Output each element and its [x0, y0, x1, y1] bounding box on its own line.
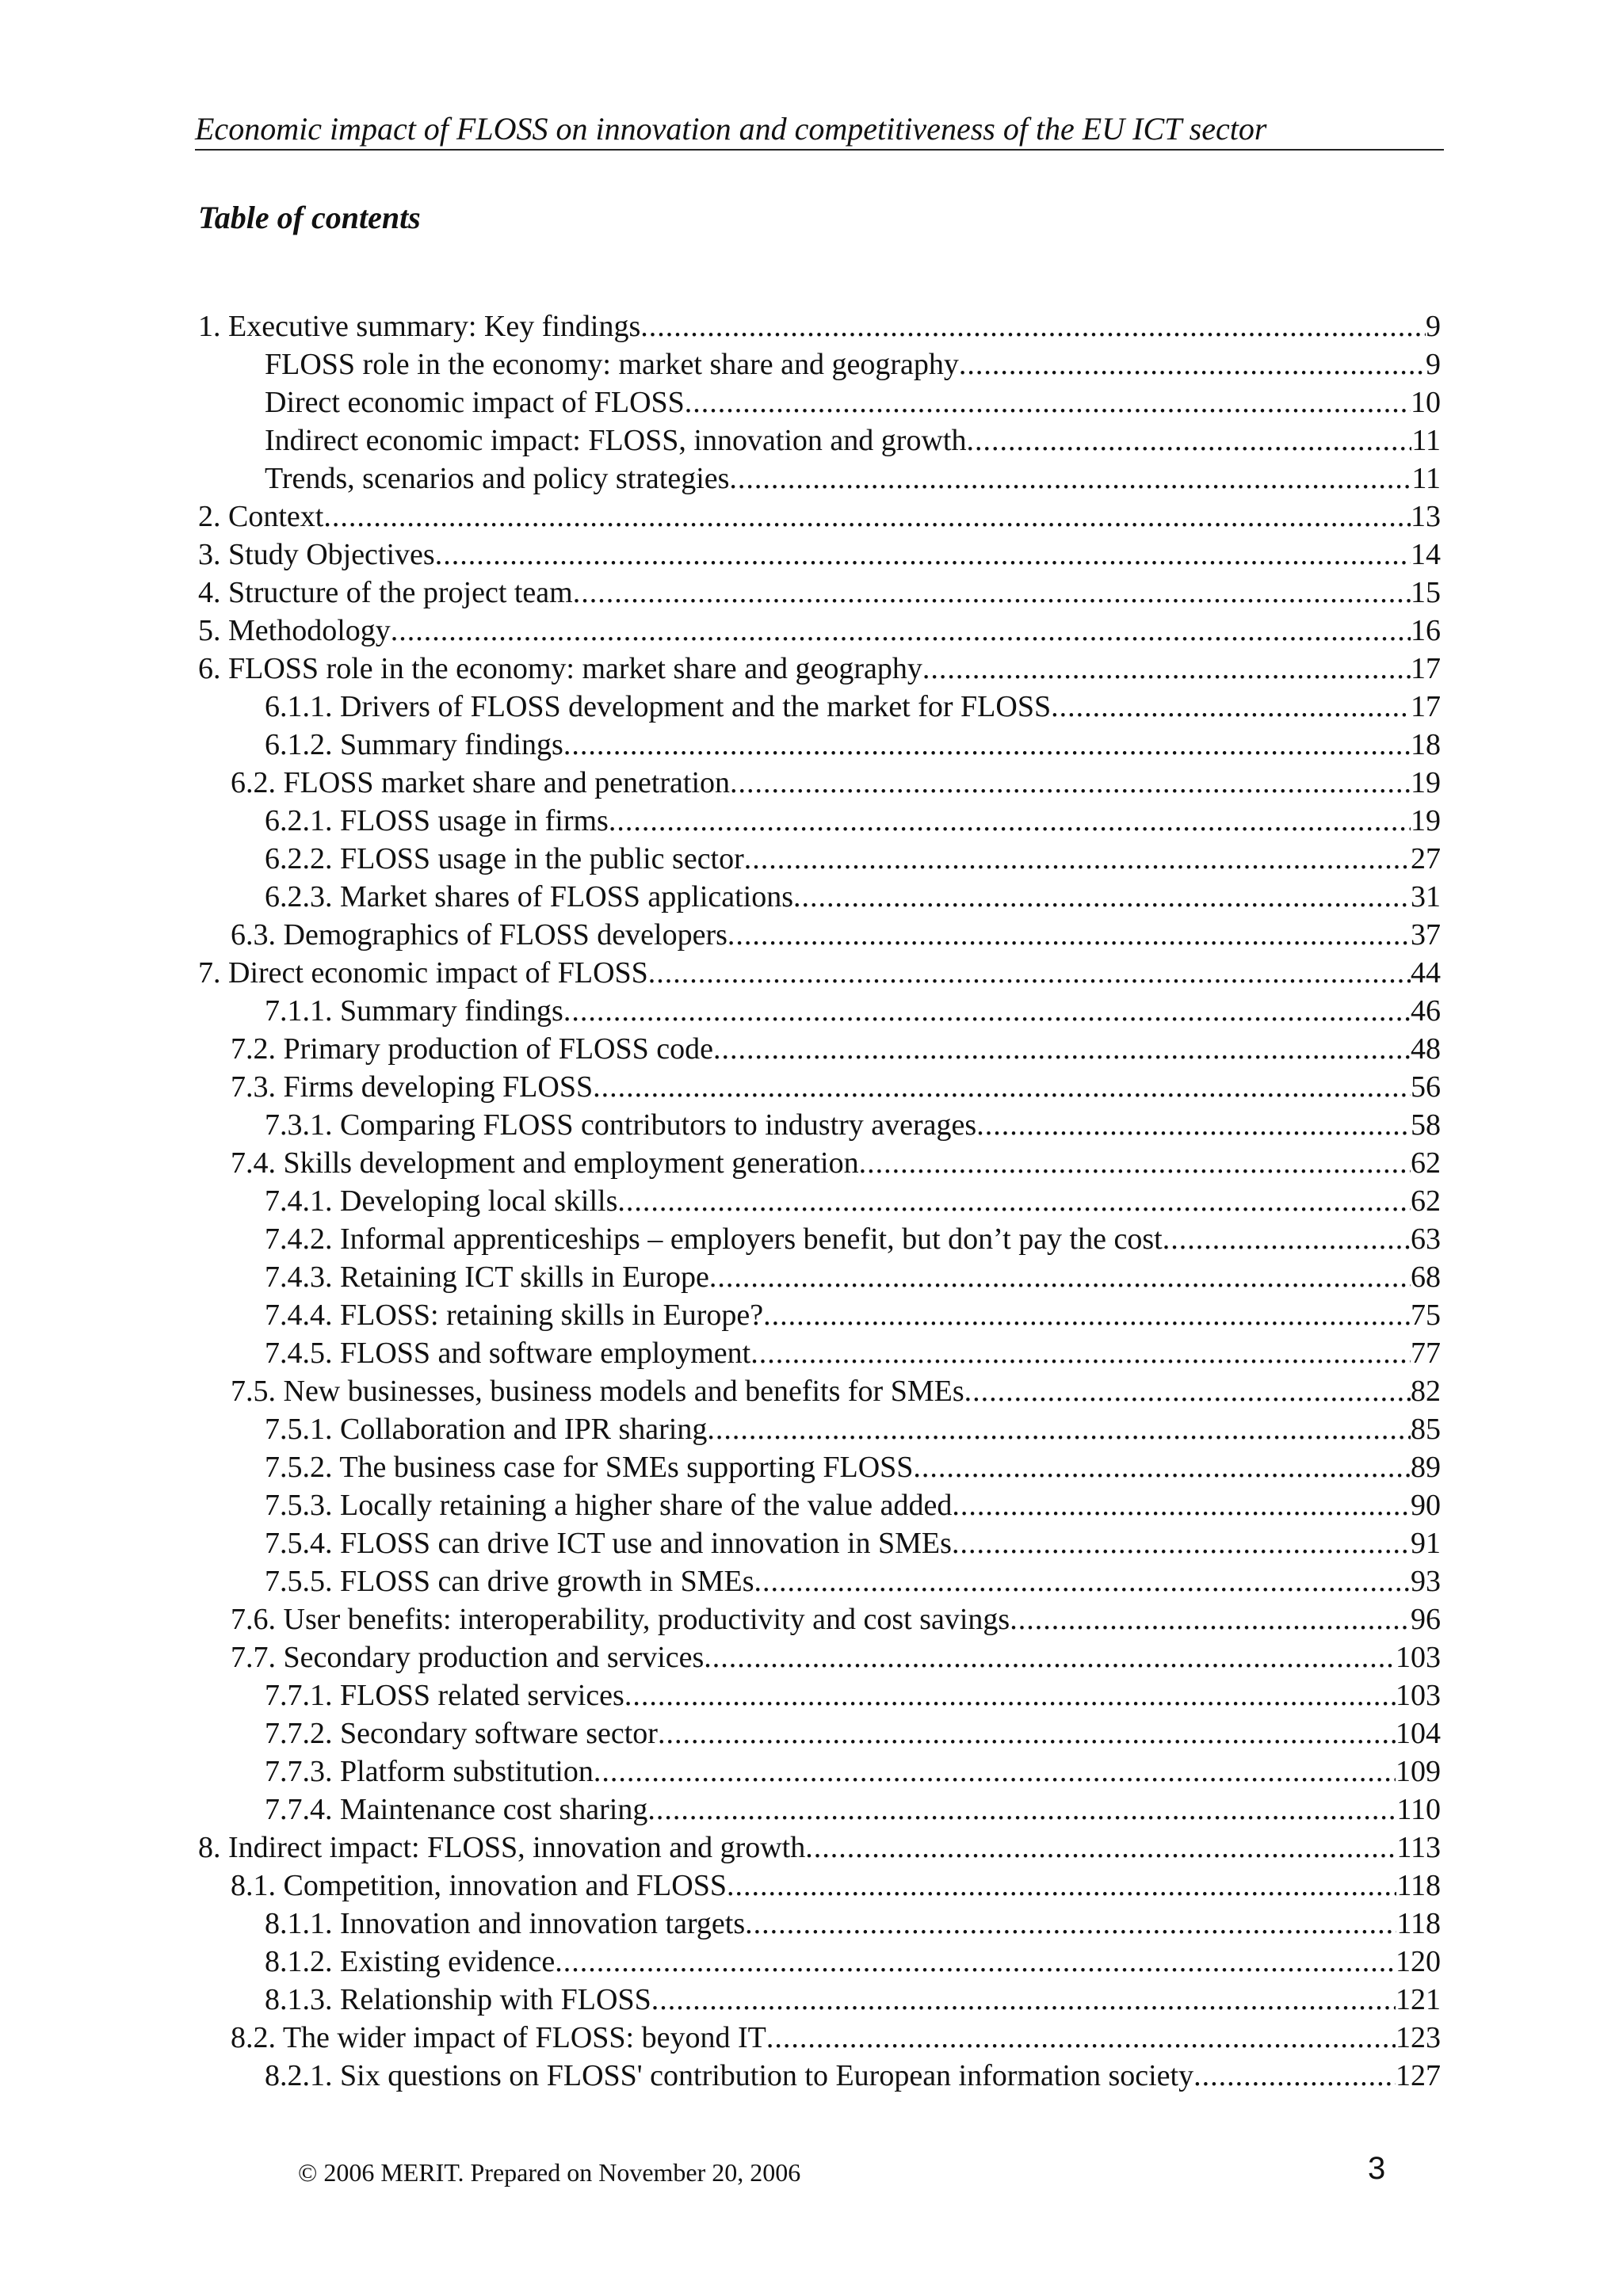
toc-entry-title: 7.4. Skills development and employment generation — [231, 1146, 859, 1180]
toc-entry-page: 14 — [1411, 538, 1441, 571]
toc-entry-title: 7.2. Primary production of FLOSS code — [231, 1032, 714, 1066]
toc-entry-title: 7.7.3. Platform substitution — [265, 1755, 594, 1788]
toc-entry-page: 68 — [1411, 1261, 1441, 1294]
toc-entry-title: 8.2.1. Six questions on FLOSS' contribution to European information society — [265, 2059, 1194, 2092]
toc-dot-leader — [805, 1829, 1396, 1867]
toc-entry[interactable] — [198, 764, 1441, 802]
toc-entry-page: 93 — [1411, 1565, 1441, 1598]
toc-entry[interactable] — [198, 1676, 1441, 1714]
toc-dot-leader — [704, 1638, 1396, 1676]
toc-dot-leader — [793, 878, 1411, 916]
toc-entry[interactable] — [198, 840, 1441, 878]
toc-entry-page: 127 — [1396, 2059, 1441, 2092]
toc-dot-leader — [952, 1486, 1411, 1524]
toc-dot-leader — [727, 916, 1411, 954]
toc-entry-title: 1. Executive summary: Key findings — [198, 310, 641, 343]
toc-entry-title: Direct economic impact of FLOSS — [265, 386, 685, 419]
toc-entry[interactable] — [198, 1791, 1441, 1829]
toc-heading: Table of contents — [198, 200, 421, 235]
toc-entry[interactable] — [198, 954, 1441, 992]
toc-dot-leader — [964, 1372, 1411, 1410]
toc-dot-leader — [750, 1334, 1411, 1372]
toc-dot-leader — [1051, 688, 1411, 726]
toc-entry-page: 110 — [1396, 1793, 1441, 1826]
toc-entry-title: 6.2.2. FLOSS usage in the public sector — [265, 842, 744, 875]
toc-entry[interactable] — [198, 1372, 1441, 1410]
toc-entry-page: 103 — [1396, 1679, 1441, 1712]
toc-entry[interactable] — [198, 1182, 1441, 1220]
toc-entry-page: 48 — [1411, 1032, 1441, 1066]
toc-dot-leader — [593, 1068, 1411, 1106]
toc-entry-title: 7.3. Firms developing FLOSS — [231, 1070, 594, 1104]
toc-entry-title: 6. FLOSS role in the economy: market share and geography — [198, 652, 922, 685]
toc-entry-title: 6.2.3. Market shares of FLOSS applications — [265, 880, 794, 913]
toc-entry-title: 7.1.1. Summary findings — [265, 994, 563, 1028]
toc-entry-page: 44 — [1411, 956, 1441, 990]
toc-dot-leader — [766, 2019, 1396, 2057]
toc-entry-page: 62 — [1411, 1146, 1441, 1180]
toc-entry-page: 91 — [1411, 1527, 1441, 1560]
toc-entry-title: 7.5.1. Collaboration and IPR sharing — [265, 1413, 708, 1446]
toc-entry[interactable] — [198, 916, 1441, 954]
toc-dot-leader — [754, 1562, 1411, 1600]
toc-entry-title: 7.3.1. Comparing FLOSS contributors to industry averages — [265, 1108, 977, 1142]
toc-dot-leader — [648, 954, 1411, 992]
toc-entry-page: 9 — [1426, 310, 1441, 343]
toc-entry-title: 7. Direct economic impact of FLOSS — [198, 956, 648, 990]
toc-entry[interactable] — [198, 1486, 1441, 1524]
toc-dot-leader — [976, 1106, 1411, 1144]
toc-entry-page: 11 — [1411, 462, 1441, 495]
toc-entry-title: 7.4.2. Informal apprenticeships – employers benefit, but don’t pay the cost — [265, 1222, 1163, 1256]
toc-dot-leader — [651, 1981, 1396, 2019]
toc-entry-page: 9 — [1426, 348, 1441, 381]
toc-entry-title: 6.2.1. FLOSS usage in firms — [265, 804, 609, 837]
toc-dot-leader — [563, 992, 1411, 1030]
toc-entry-page: 103 — [1396, 1641, 1441, 1674]
toc-entry-page: 113 — [1396, 1831, 1441, 1864]
toc-entry[interactable] — [198, 383, 1441, 421]
toc-dot-leader — [658, 1714, 1396, 1753]
footer-copyright: © 2006 MERIT. Prepared on November 20, 2006 — [298, 2158, 801, 2187]
toc-entry-title: 7.5.4. FLOSS can drive ICT use and innovation in SMEs — [265, 1527, 952, 1560]
toc-dot-leader — [640, 307, 1426, 345]
toc-entry[interactable] — [198, 1600, 1441, 1638]
toc-entry-page: 46 — [1411, 994, 1441, 1028]
toc-entry-title: 6.2. FLOSS market share and penetration — [231, 766, 731, 799]
toc-entry-page: 16 — [1411, 614, 1441, 647]
toc-entry[interactable] — [198, 802, 1441, 840]
toc-entry-page: 18 — [1411, 728, 1441, 761]
toc-entry-title: 8. Indirect impact: FLOSS, innovation and growth — [198, 1831, 806, 1864]
toc-dot-leader — [727, 1867, 1396, 1905]
toc-entry-title: 7.5.3. Locally retaining a higher share of the value added — [265, 1489, 953, 1522]
toc-entry-title: FLOSS role in the economy: market share and geography — [265, 348, 959, 381]
toc-entry-title: 7.4.3. Retaining ICT skills in Europe — [265, 1261, 709, 1294]
toc-dot-leader — [323, 498, 1411, 536]
toc-entry[interactable] — [198, 1144, 1441, 1182]
toc-entry-page: 90 — [1411, 1489, 1441, 1522]
toc-entry[interactable] — [198, 726, 1441, 764]
toc-dot-leader — [966, 421, 1411, 460]
running-header: Economic impact of FLOSS on innovation and competitiveness of the EU ICT sector — [195, 111, 1267, 147]
toc-entry[interactable] — [198, 1410, 1441, 1448]
toc-entry-title: 7.4.5. FLOSS and software employment — [265, 1337, 751, 1370]
toc-entry-title: 8.1.1. Innovation and innovation targets — [265, 1907, 746, 1940]
toc-entry-title: 7.7.1. FLOSS related services — [265, 1679, 624, 1712]
toc-dot-leader — [1010, 1600, 1411, 1638]
toc-dot-leader — [959, 345, 1426, 383]
toc-entry[interactable] — [198, 1753, 1441, 1791]
toc-entry-page: 62 — [1411, 1184, 1441, 1218]
toc-dot-leader — [913, 1448, 1411, 1486]
toc-entry-page: 17 — [1411, 652, 1441, 685]
toc-entry[interactable] — [198, 1296, 1441, 1334]
toc-entry[interactable] — [198, 2019, 1441, 2057]
toc-dot-leader — [435, 536, 1411, 574]
toc-entry-page: 82 — [1411, 1375, 1441, 1408]
toc-dot-leader — [713, 1030, 1411, 1068]
toc-entry[interactable] — [198, 1905, 1441, 1943]
toc-entry[interactable] — [198, 1258, 1441, 1296]
toc-entry-page: 11 — [1411, 424, 1441, 457]
toc-dot-leader — [952, 1524, 1411, 1562]
toc-entry-title: 6.1.2. Summary findings — [265, 728, 563, 761]
toc-entry[interactable] — [198, 421, 1441, 460]
toc-entry-page: 19 — [1411, 804, 1441, 837]
toc-entry-page: 118 — [1396, 1907, 1441, 1940]
toc-entry-title: 8.2. The wider impact of FLOSS: beyond IT — [231, 2021, 766, 2054]
toc-dot-leader — [685, 383, 1411, 421]
toc-dot-leader — [1163, 1220, 1411, 1258]
toc-entry-page: 13 — [1411, 500, 1441, 533]
toc-dot-leader — [709, 1258, 1411, 1296]
toc-dot-leader — [745, 1905, 1396, 1943]
toc-entry-title: 8.1.2. Existing evidence — [265, 1945, 556, 1978]
toc-entry[interactable] — [198, 307, 1441, 345]
toc-entry-title: 4. Structure of the project team — [198, 576, 573, 609]
toc-entry-title: 3. Study Objectives — [198, 538, 435, 571]
toc-entry-page: 121 — [1396, 1983, 1441, 2016]
toc-dot-leader — [573, 574, 1411, 612]
toc-dot-leader — [744, 840, 1411, 878]
toc-entry[interactable] — [198, 1562, 1441, 1600]
toc-entry-page: 56 — [1411, 1070, 1441, 1104]
toc-entry-title: 6.3. Demographics of FLOSS developers — [231, 918, 727, 952]
toc-dot-leader — [647, 1791, 1396, 1829]
toc-dot-leader — [563, 726, 1411, 764]
toc-entry[interactable] — [198, 1714, 1441, 1753]
toc-entry-page: 75 — [1411, 1299, 1441, 1332]
toc-dot-leader — [922, 650, 1411, 688]
toc-dot-leader — [707, 1410, 1411, 1448]
toc-entry-title: 7.4.4. FLOSS: retaining skills in Europe? — [265, 1299, 764, 1332]
toc-entry-title: 8.1. Competition, innovation and FLOSS — [231, 1869, 727, 1902]
toc-entry-page: 37 — [1411, 918, 1441, 952]
toc-dot-leader — [609, 802, 1411, 840]
toc-entry[interactable] — [198, 2057, 1441, 2095]
toc-dot-leader — [391, 612, 1411, 650]
toc-entry[interactable] — [198, 650, 1441, 688]
toc-dot-leader — [624, 1676, 1396, 1714]
toc-entry-title: 7.7. Secondary production and services — [231, 1641, 705, 1674]
toc-entry[interactable] — [198, 1448, 1441, 1486]
toc-entry-title: 7.5.2. The business case for SMEs supporting FLOSS — [265, 1451, 914, 1484]
toc-entry[interactable] — [198, 1106, 1441, 1144]
toc-entry-page: 123 — [1396, 2021, 1441, 2054]
toc-entry-page: 27 — [1411, 842, 1441, 875]
toc-dot-leader — [729, 460, 1411, 498]
toc-entry[interactable] — [198, 345, 1441, 383]
toc-entry-title: 2. Context — [198, 500, 324, 533]
toc-entry-page: 10 — [1411, 386, 1441, 419]
toc-entry[interactable] — [198, 1334, 1441, 1372]
toc-entry-title: 7.7.4. Maintenance cost sharing — [265, 1793, 648, 1826]
toc-dot-leader — [617, 1182, 1411, 1220]
toc-entry-page: 104 — [1396, 1717, 1441, 1750]
toc-entry[interactable] — [198, 1220, 1441, 1258]
toc-entry-title: 7.5.5. FLOSS can drive growth in SMEs — [265, 1565, 754, 1598]
toc-entry-title: Trends, scenarios and policy strategies — [265, 462, 730, 495]
toc-entry[interactable] — [198, 1638, 1441, 1676]
toc-entry-page: 89 — [1411, 1451, 1441, 1484]
toc-entry[interactable] — [198, 574, 1441, 612]
toc-entry[interactable] — [198, 1943, 1441, 1981]
toc-entry-page: 17 — [1411, 690, 1441, 723]
toc-entry-page: 85 — [1411, 1413, 1441, 1446]
toc-entry-page: 118 — [1396, 1869, 1441, 1902]
toc-dot-leader — [730, 764, 1411, 802]
toc-entry-page: 77 — [1411, 1337, 1441, 1370]
toc-entry-page: 109 — [1396, 1755, 1441, 1788]
toc-entry-title: 7.7.2. Secondary software sector — [265, 1717, 658, 1750]
toc-entry-title: 7.4.1. Developing local skills — [265, 1184, 618, 1218]
toc-entry[interactable] — [198, 992, 1441, 1030]
toc-entry[interactable] — [198, 1981, 1441, 2019]
toc-dot-leader — [594, 1753, 1396, 1791]
toc-dot-leader — [859, 1144, 1411, 1182]
toc-dot-leader — [555, 1943, 1396, 1981]
toc-entry[interactable] — [198, 1030, 1441, 1068]
toc-entry-title: 7.6. User benefits: interoperability, productivity and cost savings — [231, 1603, 1010, 1636]
toc-entry-title: 6.1.1. Drivers of FLOSS development and the market for FLOSS — [265, 690, 1052, 723]
toc-entry-title: 5. Methodology — [198, 614, 391, 647]
toc-entry-title: 7.5. New businesses, business models and benefits for SMEs — [231, 1375, 964, 1408]
toc-entry[interactable] — [198, 1068, 1441, 1106]
toc-entry[interactable] — [198, 498, 1441, 536]
page-number: 3 — [1368, 2151, 1386, 2186]
toc-entry-page: 120 — [1396, 1945, 1441, 1978]
toc-entry[interactable] — [198, 460, 1441, 498]
toc-entry[interactable] — [198, 1829, 1441, 1867]
toc-entry-page: 31 — [1411, 880, 1441, 913]
toc-entry-title: 8.1.3. Relationship with FLOSS — [265, 1983, 651, 2016]
toc-entry[interactable] — [198, 688, 1441, 726]
toc-entry-page: 96 — [1411, 1603, 1441, 1636]
toc-entry[interactable] — [198, 536, 1441, 574]
toc-entry-page: 15 — [1411, 576, 1441, 609]
toc-entry-page: 63 — [1411, 1222, 1441, 1256]
toc-entry[interactable] — [198, 878, 1441, 916]
header-rule — [195, 149, 1444, 151]
toc-dot-leader — [1193, 2057, 1396, 2095]
toc-entry-page: 19 — [1411, 766, 1441, 799]
toc-entry[interactable] — [198, 1524, 1441, 1562]
toc-entry[interactable] — [198, 1867, 1441, 1905]
table-of-contents — [198, 307, 1441, 2095]
toc-entry-page: 58 — [1411, 1108, 1441, 1142]
toc-entry-title: Indirect economic impact: FLOSS, innovation and growth — [265, 424, 967, 457]
toc-dot-leader — [763, 1296, 1411, 1334]
toc-entry[interactable] — [198, 612, 1441, 650]
